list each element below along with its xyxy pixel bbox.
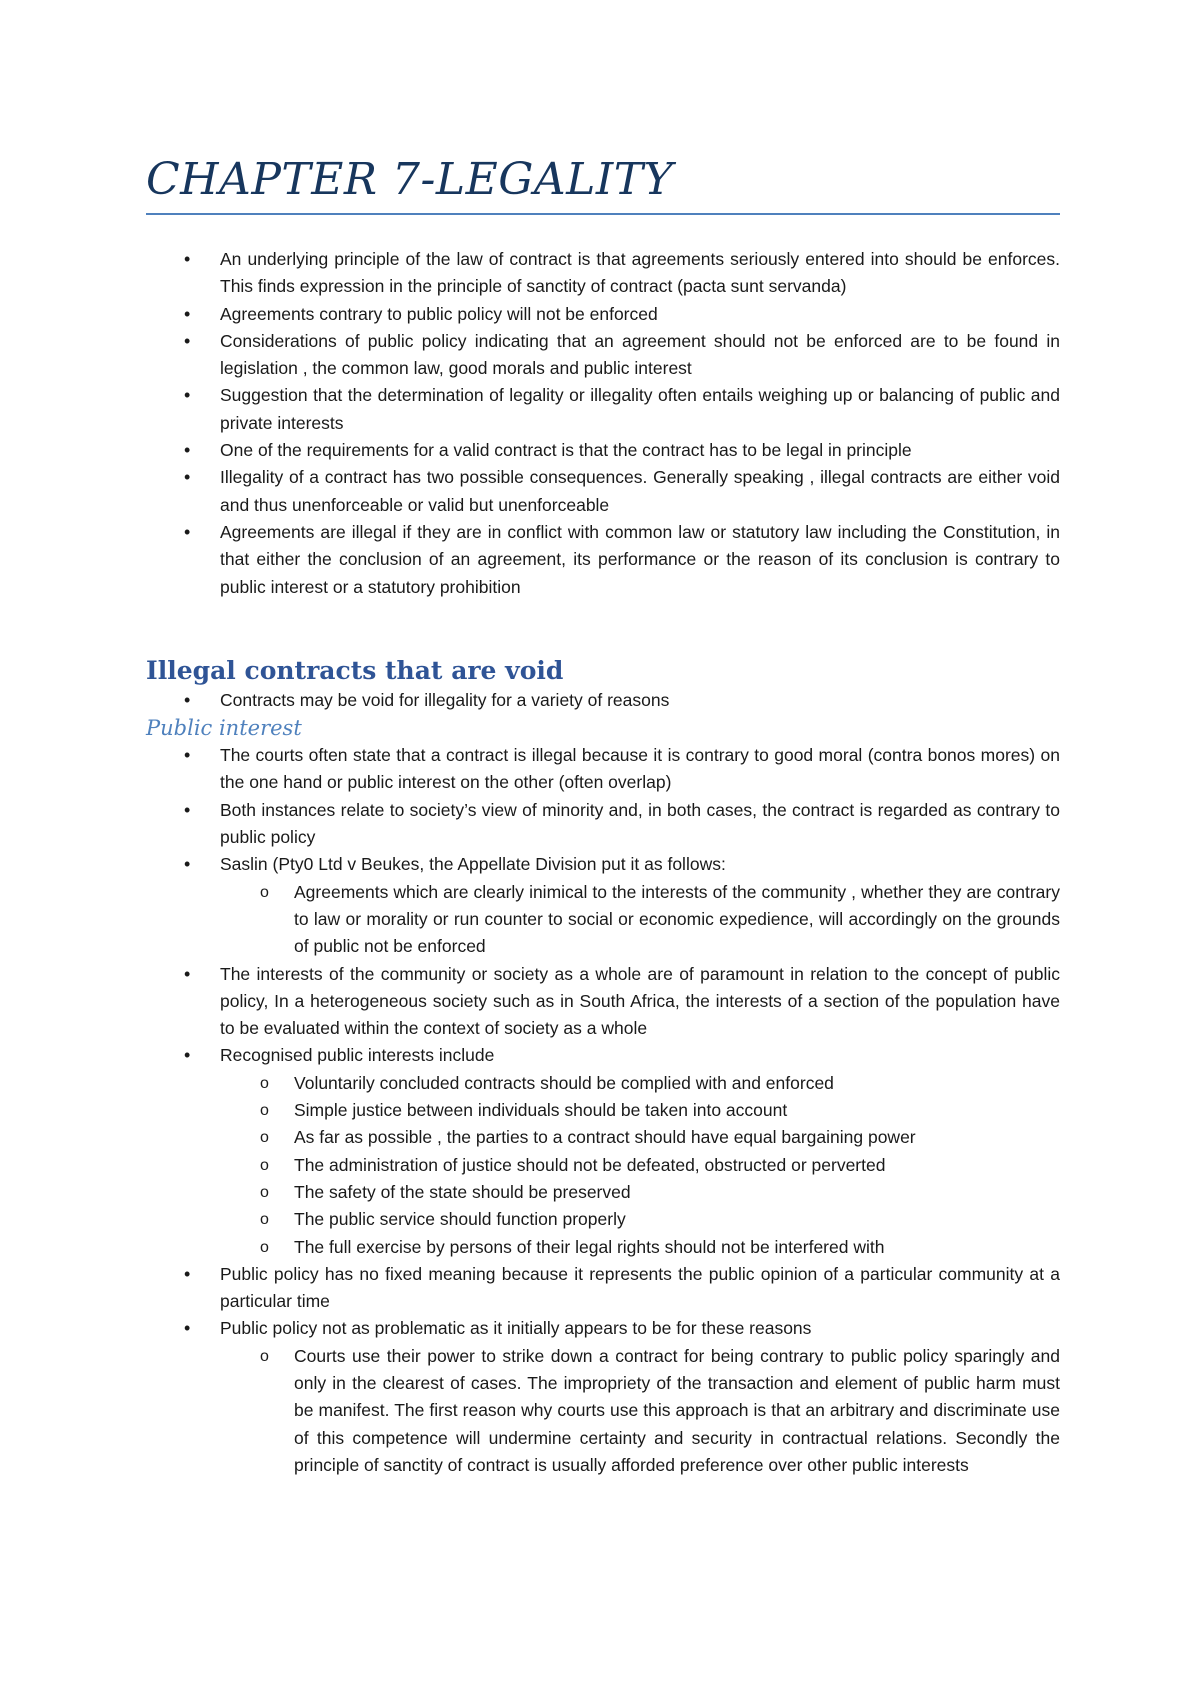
chapter-title: CHAPTER 7-LEGALITY <box>146 154 674 205</box>
sub-list <box>220 1343 1060 1479</box>
sub-list-item: o Courts use their power to strike down a contract for being contrary to public policy sparingly and only in the clearest of cases. The impropriety of the transaction and element of public harm must be manifest. The first reason why courts use this approach is that an arbitrary and discriminate use of this competence will undermine certainty and security in contractual relations. Secondly the principle of sanctity of contract is usually afforded preference over other public interests <box>220 1343 1060 1479</box>
list-item: • Public policy has no fixed meaning because it represents the public opinion of a particular community at a particular time <box>146 1261 1060 1316</box>
title-underline <box>146 213 1060 215</box>
list-item-text: Saslin (Pty0 Ltd v Beukes, the Appellate Division put it as follows: <box>220 854 726 875</box>
list-item <box>146 851 1060 960</box>
list-item: • An underlying principle of the law of contract is that agreements seriously entered into should be enforces. This finds expression in the principle of sanctity of contract (pacta sunt servanda) <box>146 246 1060 301</box>
sub-list-item: o The safety of the state should be preserved <box>220 1179 1060 1206</box>
list-item: • One of the requirements for a valid contract is that the contract has to be legal in principle <box>146 437 1060 464</box>
list-item-text: Recognised public interests include <box>220 1045 495 1066</box>
list-item: • Agreements contrary to public policy will not be enforced <box>146 301 1060 328</box>
list-item: • Agreements are illegal if they are in conflict with common law or statutory law including the Constitution, in that either the conclusion of an agreement, its performance or the reason of its conclusion is contrary to public interest or a statutory prohibition <box>146 519 1060 601</box>
sub-list-item: o Voluntarily concluded contracts should be complied with and enforced <box>220 1070 1060 1097</box>
section-bullet-list <box>146 687 1060 714</box>
list-item: • The courts often state that a contract is illegal because it is contrary to good moral (contra bonos mores) on the one hand or public interest on the other (often overlap) <box>146 742 1060 797</box>
sub-list-item: o The administration of justice should not be defeated, obstructed or perverted <box>220 1152 1060 1179</box>
sub-list-item: o Agreements which are clearly inimical to the interests of the community , whether they are contrary to law or morality or run counter to social or economic expedience, will accordingly on the grounds of public not be enforced <box>220 879 1060 961</box>
sub-list <box>220 879 1060 961</box>
subsection-heading-public-interest: Public interest <box>146 716 302 741</box>
list-item <box>146 1042 1060 1260</box>
document-body <box>146 246 1060 1479</box>
list-item: • Both instances relate to society’s view of minority and, in both cases, the contract is regarded as contrary to public policy <box>146 797 1060 852</box>
sub-list <box>220 1070 1060 1261</box>
list-item: • Considerations of public policy indicating that an agreement should not be enforced are to be found in legislation , the common law, good morals and public interest <box>146 328 1060 383</box>
list-item: • Suggestion that the determination of legality or illegality often entails weighing up or balancing of public and private interests <box>146 382 1060 437</box>
list-item: • The interests of the community or society as a whole are of paramount in relation to the concept of public policy, In a heterogeneous society such as in South Africa, the interests of a section of the population have to be evaluated within the context of society as a whole <box>146 961 1060 1043</box>
list-item: • Illegality of a contract has two possible consequences. Generally speaking , illegal contracts are either void and thus unenforceable or valid but unenforceable <box>146 464 1060 519</box>
section-heading-illegal-void: Illegal contracts that are void <box>146 655 564 685</box>
list-item: • Contracts may be void for illegality for a variety of reasons <box>146 687 1060 714</box>
list-item <box>146 1315 1060 1479</box>
sub-list-item: o Simple justice between individuals should be taken into account <box>220 1097 1060 1124</box>
intro-bullet-list <box>146 246 1060 601</box>
sub-list-item: o As far as possible , the parties to a contract should have equal bargaining power <box>220 1124 1060 1151</box>
public-interest-bullet-list <box>146 742 1060 1479</box>
sub-list-item: o The full exercise by persons of their legal rights should not be interfered with <box>220 1234 1060 1261</box>
list-item-text: Public policy not as problematic as it initially appears to be for these reasons <box>220 1318 812 1339</box>
sub-list-item: o The public service should function properly <box>220 1206 1060 1233</box>
